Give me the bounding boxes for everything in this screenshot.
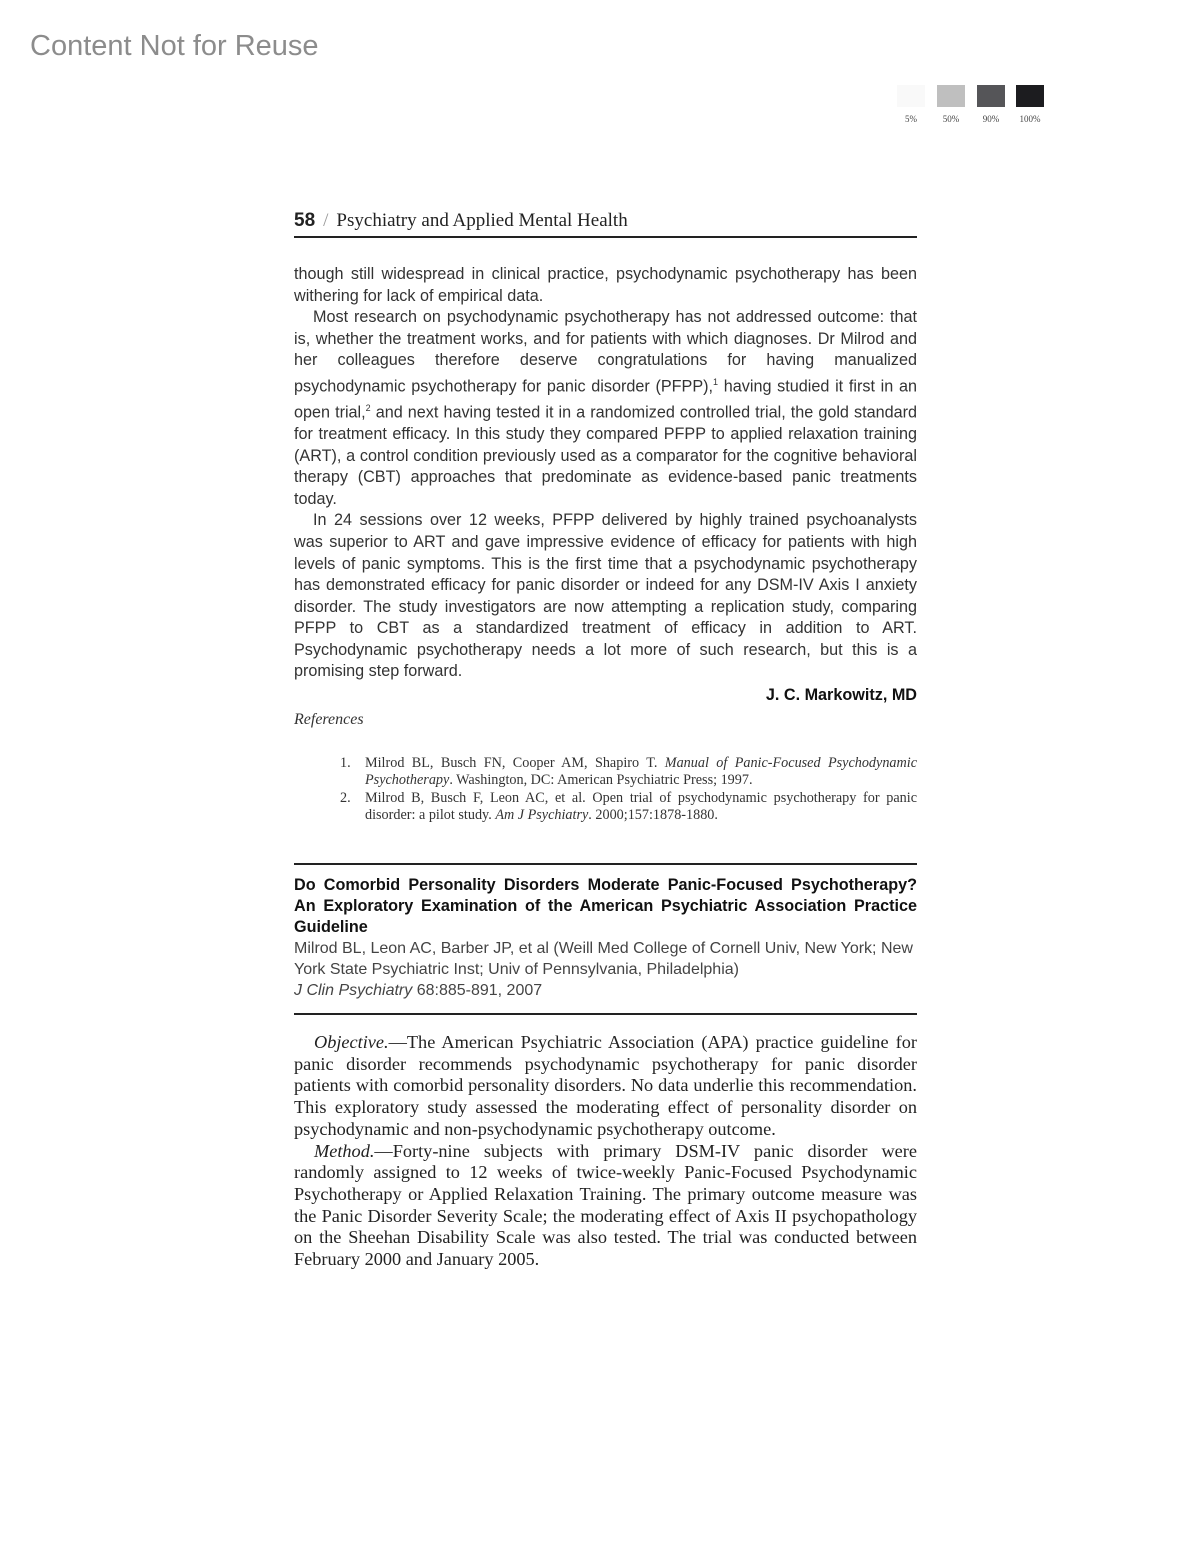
- method-text: —Forty-nine subjects with primary DSM-IV panic disorder were randomly assigned to 12 weeks of twice-weekly Panic-Focused Psychodynamic Psychotherapy or Applied Relaxation Training. The primary outcome measure was the Panic Disorder Severity Scale; the moderating effect of Axis II psychopathology on the Sheehan Disability Scale was also tested. The trial was conducted between February 2000 and January 2005.: [294, 1140, 917, 1270]
- citation-details: 68:885-891, 2007: [412, 982, 543, 999]
- swatch-label-5: 5%: [905, 114, 917, 124]
- journal-abbreviation: J Clin Psychiatry: [294, 982, 413, 999]
- reference-text: Milrod B, Busch F, Leon AC, et al. Open trial of psychodynamic psychotherapy for panic disorder: a pilot study.: [365, 789, 917, 824]
- paragraph: In 24 sessions over 12 weeks, PFPP delivered by highly trained psychoanalysts was superior to ART and gave impressive evidence of efficacy for patients with high levels of panic symptoms. This is the first time that a psychodynamic psychotherapy has demonstrated efficacy for panic disorder or indeed for any DSM-IV Axis I anxiety disorder. The study investigators are now attempting a replication study, comparing PFPP to CBT as a standardized treatment of efficacy in addition to ART. Psychodynamic psychotherapy needs a lot more of such research, but this is a promising step forward.: [294, 511, 917, 681]
- abstract-authors: Milrod BL, Leon AC, Barber JP, et al (Weill Med College of Cornell Univ, New York; New York State Psychiatric Inst; Univ of Pennsylvania, Philadelphia): [294, 940, 913, 978]
- reference-number: 2.: [340, 789, 351, 806]
- objective-paragraph: [294, 1032, 917, 1141]
- objective-label: Objective.: [314, 1032, 389, 1052]
- reference-superscript: 1: [713, 376, 719, 387]
- swatch-label-50: 50%: [942, 114, 960, 124]
- header-separator: /: [323, 210, 329, 231]
- reference-text: Milrod BL, Busch FN, Cooper AM, Shapiro T.: [365, 755, 665, 771]
- text-run: and next having tested it in a randomized controlled trial, the gold standard for treatment efficacy. In this study they compared PFPP to applied relaxation training (ART), a control condition previously used as a comparator for the cognitive behavioral therapy (CBT) approaches that predominate as evidence-based panic treatments today.: [294, 403, 917, 508]
- abstract-body: [294, 1032, 917, 1271]
- method-paragraph: [294, 1141, 917, 1271]
- swatch-5: [897, 85, 925, 107]
- reference-text: . Washington, DC: American Psychiatric Press; 1997.: [449, 772, 753, 789]
- references-heading: References: [294, 711, 364, 728]
- swatch-label-90: 90%: [982, 114, 1000, 124]
- gray-calibration-swatches: [897, 85, 1047, 127]
- abstract-title: Do Comorbid Personality Disorders Moderate Panic-Focused Psychotherapy? An Exploratory Examination of the American Psychiatric Association Practice Guideline: [294, 876, 917, 936]
- reference-text: . 2000;157:1878-1880.: [588, 807, 718, 824]
- objective-text: —The American Psychiatric Association (APA) practice guideline for panic disorder recommends psychodynamic psychotherapy for panic disorder patients with comorbid personality disorders. No data underlie this recommendation. This exploratory study assessed the moderating effect of personality disorder on psychodynamic and non-psychodynamic psychotherapy outcome.: [294, 1032, 917, 1139]
- running-head: [294, 206, 917, 238]
- reference-item: [340, 755, 917, 790]
- abstract-citation-box: [294, 863, 917, 1015]
- reference-title: Manual of Panic-Focused Psychodynamic Psychotherapy: [365, 755, 917, 789]
- commentary-text: [294, 264, 917, 707]
- method-label: Method.: [314, 1140, 375, 1161]
- swatch-label-100: 100%: [1019, 114, 1041, 124]
- swatch-50: [937, 85, 965, 107]
- watermark: Content Not for Reuse: [30, 30, 319, 62]
- text-run: having studied it first in an open trial,: [294, 377, 917, 422]
- swatch-100: [1016, 85, 1044, 107]
- reference-number: 1.: [340, 755, 351, 771]
- abstract-citation: [294, 980, 917, 1001]
- swatch-90: [977, 85, 1005, 107]
- paragraph: though still widespread in clinical practice, psychodynamic psychotherapy has been withering for lack of empirical data.: [294, 265, 917, 305]
- reference-superscript: 2: [365, 402, 371, 413]
- references-list: [340, 755, 917, 825]
- page-number: 58: [294, 210, 316, 231]
- journal-name: Psychiatry and Applied Mental Health: [336, 210, 628, 231]
- reference-item: [340, 790, 917, 825]
- reference-title: Am J Psychiatry: [495, 807, 589, 824]
- text-run: Most research on psychodynamic psychotherapy has not addressed outcome: that is, whether the treatment works, and for patients with which diagnoses. Dr Milrod and her colleagues therefore deserve congratulations for having manualized psychodynamic psychotherapy for panic disorder (PFPP),: [294, 308, 917, 396]
- paragraph: [294, 307, 917, 510]
- author-signature: J. C. Markowitz, MD: [765, 686, 917, 705]
